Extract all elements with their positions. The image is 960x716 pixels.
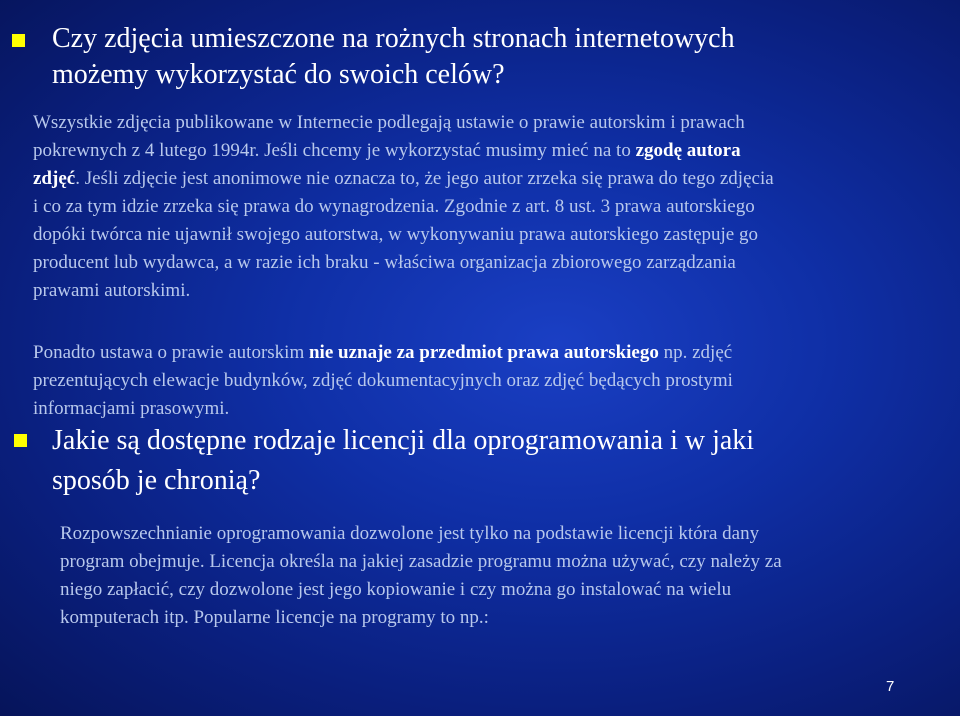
heading-line: możemy wykorzystać do swoich celów? <box>52 59 505 90</box>
text-line: informacjami prasowymi. <box>33 398 230 419</box>
text-line: komputerach itp. Popularne licencje na programy to np.: <box>60 607 489 628</box>
text-line <box>33 137 774 165</box>
square-bullet-icon <box>12 34 25 47</box>
heading-question-licenses <box>52 421 754 501</box>
paragraph-exceptions <box>33 339 733 423</box>
text-line: i co za tym idzie zrzeka się prawa do wynagrodzenia. Zgodnie z art. 8 ust. 3 prawa autorskiego <box>33 196 755 217</box>
text-span: Ponadto ustawa o prawie autorskim <box>33 342 309 363</box>
page-number: 7 <box>886 678 895 695</box>
text-line <box>33 165 774 193</box>
heading-line: Jakie są dostępne rodzaje licencji dla oprogramowania i w jaki <box>52 425 755 456</box>
text-span: pokrewnych z 4 lutego 1994r. Jeśli chcemy je wykorzystać musimy mieć na to <box>33 140 636 161</box>
text-span: np. zdjęć <box>658 342 733 363</box>
text-line: dopóki twórca nie ujawnił swojego autorstwa, w wykonywaniu prawa autorskiego zastępuje go <box>33 224 758 245</box>
text-line: producent lub wydawca, a w razie ich braku - właściwa organizacja zbiorowego zarządzania <box>33 252 736 273</box>
square-bullet-icon <box>14 434 27 447</box>
emphasis-not-subject: nie uznaje za przedmiot prawa autorskiego <box>308 342 659 363</box>
text-line: Wszystkie zdjęcia publikowane w Internecie podlegają ustawie o prawie autorskim i prawach <box>33 112 745 133</box>
text-line: program obejmuje. Licencja określa na jakiej zasadzie programu można używać, czy należy za <box>60 551 782 572</box>
heading-question-photos <box>52 21 735 93</box>
text-line: prezentujących elewacje budynków, zdjęć dokumentacyjnych oraz zdjęć będących prostymi <box>33 370 733 391</box>
paragraph-copyright <box>33 109 774 305</box>
emphasis-photos: zdjęć <box>33 168 76 189</box>
text-span: . Jeśli zdjęcie jest anonimowe nie oznacza to, że jego autor zrzeka się prawa do tego zdjęcia <box>75 168 774 189</box>
heading-line: sposób je chronią? <box>52 465 261 496</box>
text-line <box>33 339 733 367</box>
text-line: prawami autorskimi. <box>33 280 191 301</box>
heading-line: Czy zdjęcia umieszczone na rożnych stronach internetowych <box>52 23 735 54</box>
text-line: Rozpowszechnianie oprogramowania dozwolone jest tylko na podstawie licencji która dany <box>60 523 760 544</box>
text-line: niego zapłacić, czy dozwolone jest jego kopiowanie i czy można go instalować na wielu <box>60 579 732 600</box>
emphasis-author-consent: zgodę autora <box>635 140 741 161</box>
paragraph-licenses <box>60 520 782 632</box>
